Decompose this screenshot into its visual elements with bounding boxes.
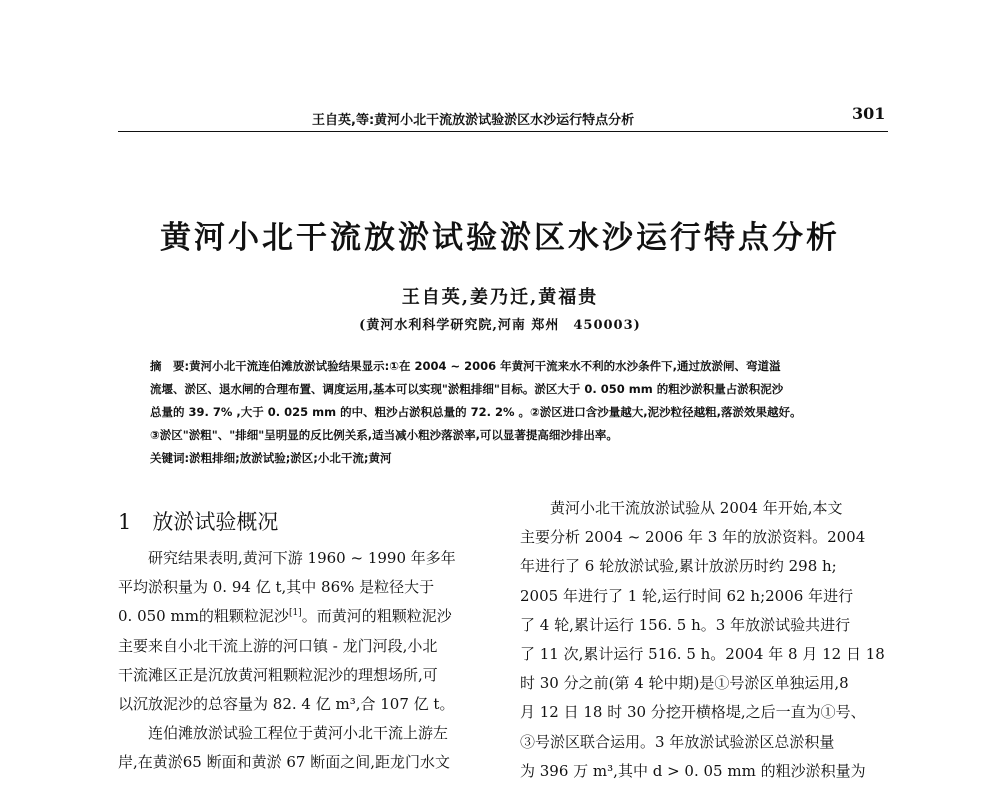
body-line: 黄河小北干流放淤试验从 2004 年开始,本文 xyxy=(520,499,843,517)
body-line: 研究结果表明,黄河下游 1960 ~ 1990 年多年 xyxy=(118,549,456,567)
abstract-line: ③淤区"淤粗"、"排细"呈明显的反比例关系,适当减小粗沙落淤率,可以显著提高细沙排出率。 xyxy=(150,428,618,442)
keywords-label: 关键词: xyxy=(150,451,190,465)
abstract-label: 摘 要: xyxy=(150,359,190,373)
abstract-line: 流堰、淤区、退水闸的合理布置、调度运用,基本可以实现"淤粗排细"目标。淤区大于 0. 050 mm 的粗沙淤积量占淤积泥沙 xyxy=(150,382,784,396)
citation-ref: [1] xyxy=(288,608,302,619)
body-line: 主要分析 2004 ~ 2006 年 3 年的放淤资料。2004 xyxy=(520,528,866,547)
body-line: 平均淤积量为 0. 94 亿 t,其中 86% 是粒径大于 xyxy=(118,578,435,597)
body-line: 了 11 次,累计运行 516. 5 h。2004 年 8 月 12 日 18 xyxy=(520,644,885,663)
body-line: 2005 年进行了 1 轮,运行时间 62 h;2006 年进行 xyxy=(520,586,854,605)
keywords-text: 淤粗排细;放淤试验;淤区;小北干流;黄河 xyxy=(189,451,392,465)
body-line: ③号淤区联合运用。3 年放淤试验淤区总淤积量 xyxy=(520,732,835,751)
body-text: 。而黄河的粗颗粒泥沙 xyxy=(301,607,452,626)
abstract-block xyxy=(150,355,885,470)
article-title: 黄河小北干流放淤试验淤区水沙运行特点分析 xyxy=(160,220,840,256)
body-line: 以沉放泥沙的总容量为 82. 4 亿 m³,合 107 亿 t。 xyxy=(118,694,455,713)
right-column xyxy=(520,494,895,786)
body-line: 为 396 万 m³,其中 d > 0. 05 mm 的粗沙淤积量为 xyxy=(520,761,866,780)
body-line: 干流滩区正是沉放黄河粗颗粒泥沙的理想场所,可 xyxy=(118,665,438,684)
body-text: 0. 050 mm的粗颗粒泥沙 xyxy=(118,607,289,626)
body-line: 主要来自小北干流上游的河口镇 - 龙门河段,小北 xyxy=(118,636,438,655)
page-number: 301 xyxy=(852,104,886,123)
affiliation: (黄河水利科学研究院,河南 郑州 450003) xyxy=(359,318,641,333)
abstract-line xyxy=(150,355,885,378)
author-list: 王自英,姜乃迁,黄福贵 xyxy=(401,287,599,308)
body-line xyxy=(118,602,488,631)
header-rule xyxy=(118,131,888,132)
body-line: 时 30 分之前(第 4 轮中期)是①号淤区单独运用,8 xyxy=(520,674,849,693)
body-line: 岸,在黄淤65 断面和黄淤 67 断面之间,距龙门水文 xyxy=(118,753,451,772)
body-line: 月 12 日 18 时 30 分挖开横格堤,之后一直为①号、 xyxy=(520,703,866,722)
body-line: 年进行了 6 轮放淤试验,累计放淤历时约 298 h; xyxy=(520,557,837,576)
keywords-line xyxy=(150,447,885,470)
body-line: 连伯滩放淤试验工程位于黄河小北干流上游左 xyxy=(118,724,449,743)
abstract-text: 黄河小北干流连伯滩放淤试验结果显示:①在 2004 ~ 2006 年黄河干流来水不利的水沙条件下,通过放淤闸、弯道溢 xyxy=(189,359,781,373)
left-column xyxy=(118,500,488,778)
section-heading: 1 放淤试验概况 xyxy=(118,510,279,534)
abstract-line: 总量的 39. 7% ,大于 0. 025 mm 的中、粗沙占淤积总量的 72. 2% 。②淤区进口含沙量越大,泥沙粒径越粗,落淤效果越好。 xyxy=(150,405,802,419)
running-head: 王自英,等:黄河小北干流放淤试验淤区水沙运行特点分析 xyxy=(312,113,635,128)
body-line: 了 4 轮,累计运行 156. 5 h。3 年放淤试验共进行 xyxy=(520,615,851,634)
